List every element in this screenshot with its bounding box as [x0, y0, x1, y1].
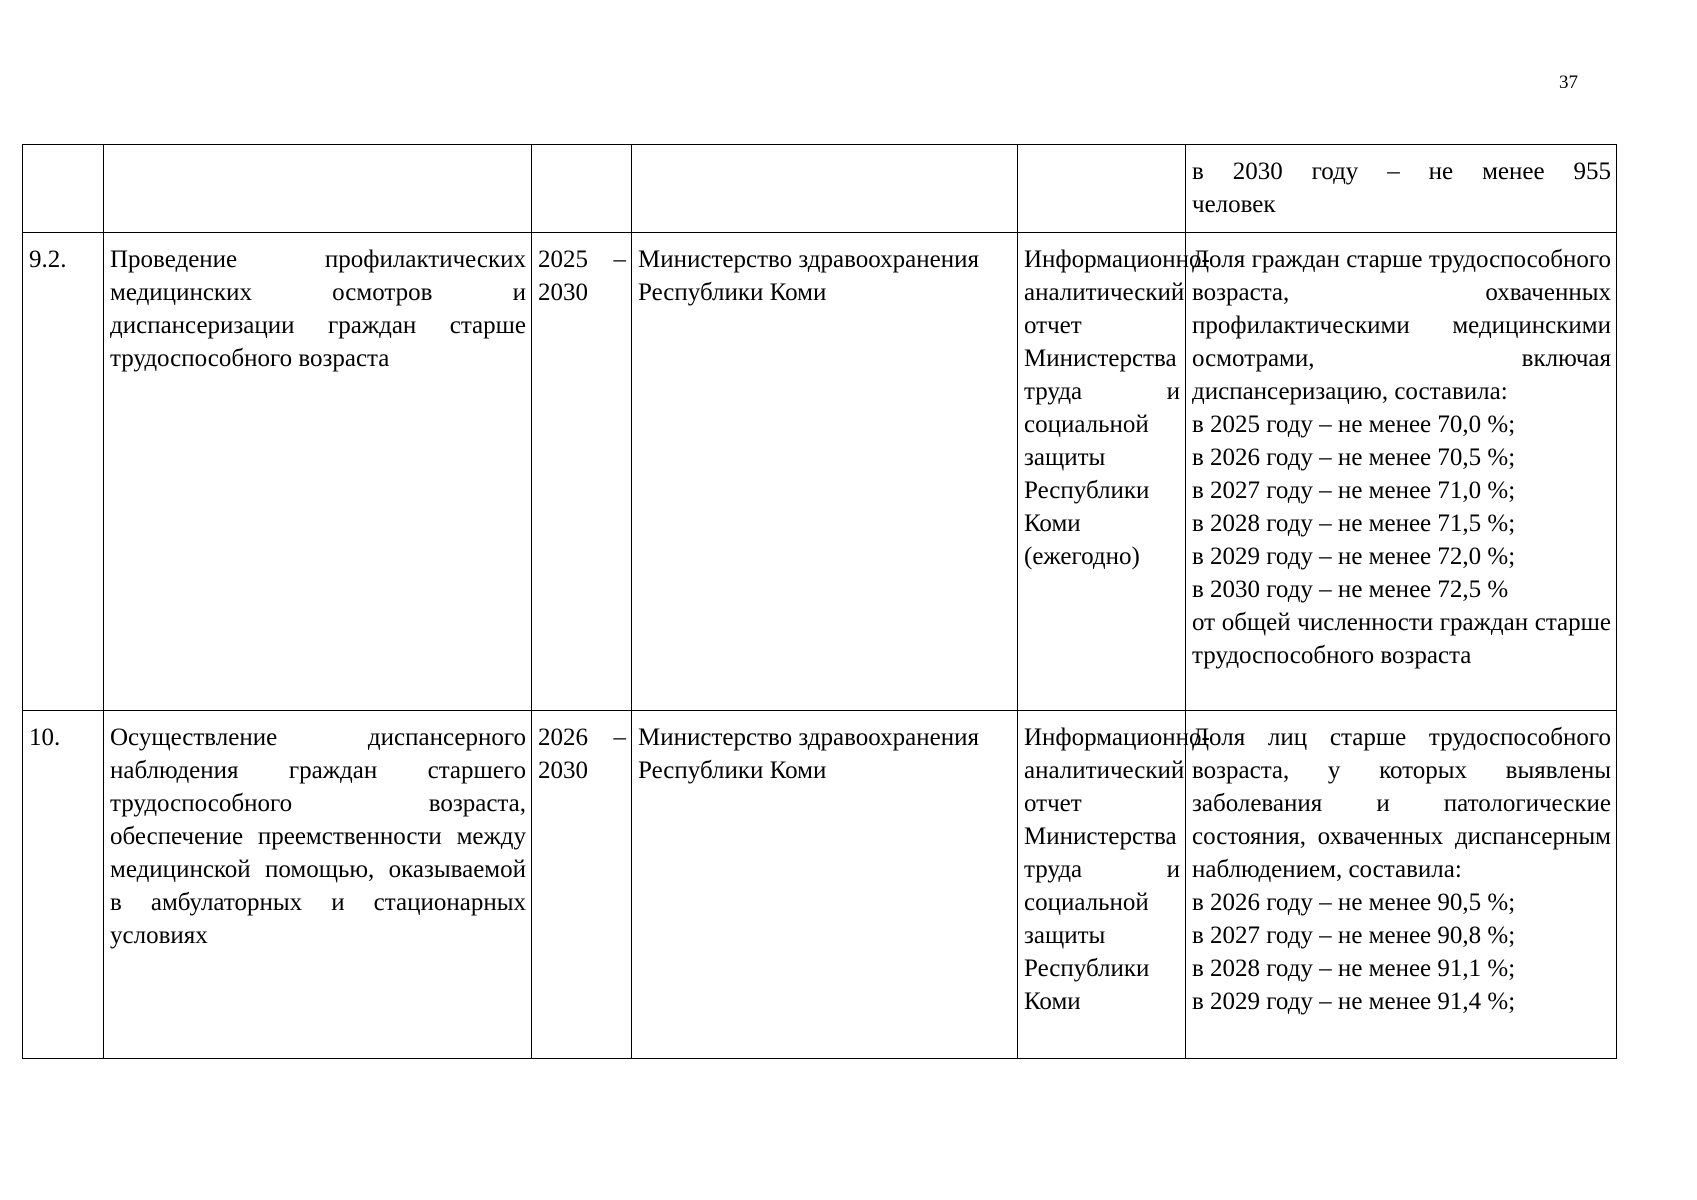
- source-cell: Информационно-аналитический отчет Министерства труда и социальной защиты Республики Коми (ежегодно): [1018, 233, 1186, 711]
- table-row: [23, 711, 1617, 1059]
- activity-cell: Проведение профилактических медицинских осмотров и диспансеризации граждан старше трудоспособного возраста: [104, 233, 532, 711]
- result-line: в 2029 году – не менее 72,0 %;: [1192, 543, 1516, 570]
- table-row: [23, 233, 1617, 711]
- row-number-cell: [23, 145, 104, 233]
- executor-cell: Министерство здравоохранения Республики Коми: [632, 711, 1018, 1059]
- page-number: 37: [1559, 72, 1578, 93]
- result-cell: [1186, 233, 1617, 711]
- result-intro: Доля лиц старше трудоспособного возраста, у которых выявлены заболевания и патологические состояния, охваченных диспансерным наблюдением, составила:: [1192, 724, 1611, 883]
- result-line: в 2027 году – не менее 71,0 %;: [1192, 477, 1516, 504]
- activity-cell: Осуществление диспансерного наблюдения граждан старшего трудоспособного возраста, обеспечение преемственности между медицинской помощью, оказываемой в амбулаторных и стационарных условиях: [104, 711, 532, 1059]
- result-line: в 2025 году – не менее 70,0 %;: [1192, 411, 1516, 438]
- result-line: в 2027 году – не менее 90,8 %;: [1192, 922, 1516, 949]
- source-cell: Информационно-аналитический отчет Министерства труда и социальной защиты Республики Коми: [1018, 711, 1186, 1059]
- result-line: в 2029 году – не менее 91,4 %;: [1192, 988, 1516, 1015]
- period-cell: 2025 – 2030: [532, 233, 632, 711]
- row-number-cell: 10.: [23, 711, 104, 1059]
- table-row: [23, 145, 1617, 233]
- executor-cell: [632, 145, 1018, 233]
- result-intro: Доля граждан старше трудоспособного возраста, охваченных профилактическими медицинскими осмотрами, включая диспансеризацию, составила:: [1192, 246, 1611, 405]
- executor-cell: Министерство здравоохранения Республики Коми: [632, 233, 1018, 711]
- source-cell: [1018, 145, 1186, 233]
- period-cell: [532, 145, 632, 233]
- result-line: в 2028 году – не менее 71,5 %;: [1192, 510, 1516, 537]
- result-line: человек: [1192, 191, 1276, 218]
- row-number-cell: 9.2.: [23, 233, 104, 711]
- result-line: в 2028 году – не менее 91,1 %;: [1192, 955, 1516, 982]
- activity-cell: [104, 145, 532, 233]
- period-cell: 2026 – 2030: [532, 711, 632, 1059]
- measures-table: [22, 144, 1617, 1059]
- result-outro: от общей численности граждан старше трудоспособного возраста: [1192, 609, 1611, 669]
- result-line: в 2030 году – не менее 72,5 %: [1192, 576, 1509, 603]
- result-cell: [1186, 145, 1617, 233]
- result-line: в 2030 году – не менее 955: [1192, 158, 1611, 185]
- result-cell: [1186, 711, 1617, 1059]
- result-line: в 2026 году – не менее 90,5 %;: [1192, 889, 1516, 916]
- result-line: в 2026 году – не менее 70,5 %;: [1192, 444, 1516, 471]
